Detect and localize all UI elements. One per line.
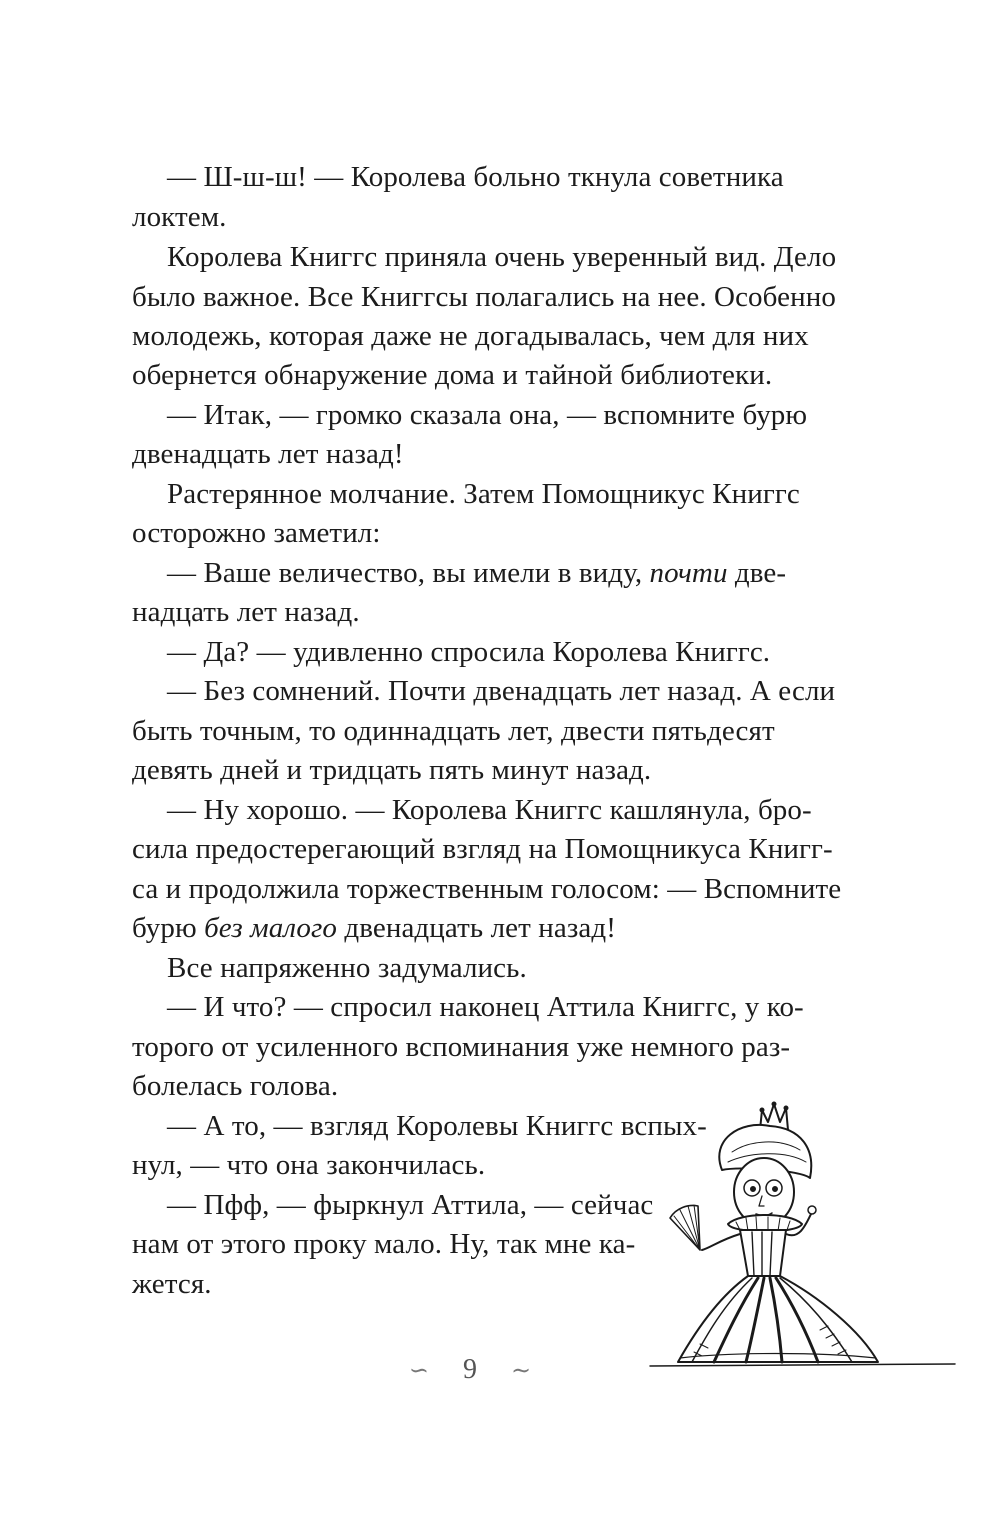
text-segment: две- [727, 557, 787, 589]
text-line: — Итак, — громко сказала она, — вспомните бурю [167, 399, 808, 431]
text-line: нул, — что она закончилась. [132, 1149, 486, 1181]
text-line: жется. [132, 1268, 212, 1300]
emphasized-text: без малого [204, 912, 338, 944]
text-line [167, 553, 786, 593]
text-line: са и продолжила торжественным голосом: — Вспомните [132, 873, 842, 905]
page-folio [0, 1350, 940, 1391]
text-line: обернется обнаружение дома и тайной библиотеки. [132, 359, 773, 391]
queen-illustration [640, 1100, 960, 1380]
text-line [132, 908, 616, 948]
text-line: молодежь, которая даже не догадывалась, чем для них [132, 320, 809, 352]
text-line: надцать лет назад. [132, 596, 360, 628]
text-line: двенадцать лет назад! [132, 438, 404, 470]
text-line: сила предостерегающий взгляд на Помощникуса Книгг- [132, 833, 833, 865]
page-number: 9 [463, 1354, 477, 1385]
emphasized-text: почти [649, 557, 728, 589]
text-line: девять дней и тридцать пять минут назад. [132, 754, 652, 786]
folio-ornament-right: ∼ [511, 1358, 532, 1384]
text-line: — Да? — удивленно спросила Королева Книггс. [167, 636, 771, 668]
text-line: быть точным, то одиннадцать лет, двести пятьдесят [132, 715, 775, 747]
text-line: Королева Книггс приняла очень уверенный вид. Дело [167, 241, 837, 273]
text-line: было важное. Все Книггсы полагались на нее. Особенно [132, 281, 836, 313]
text-segment: — Ваше величество, вы имели в виду, [167, 557, 650, 589]
text-line: локтем. [132, 201, 227, 233]
text-line: нам от этого проку мало. Ну, так мне ка- [132, 1228, 636, 1260]
text-line: — Ш-ш-ш! — Королева больно ткнула советника [167, 161, 784, 193]
text-line: торого от усиленного вспоминания уже немного раз- [132, 1031, 791, 1063]
text-line: Растерянное молчание. Затем Помощникус Книггс [167, 478, 800, 510]
text-line: осторожно заметил: [132, 517, 381, 549]
text-line: — И что? — спросил наконец Аттила Книггс, у ко- [167, 991, 804, 1023]
text-line: болелась голова. [132, 1070, 339, 1102]
text-line: — Без сомнений. Почти двенадцать лет назад. А если [167, 675, 836, 707]
text-line: — А то, — взгляд Королевы Книггс вспых- [167, 1110, 707, 1142]
text-line: — Пфф, — фыркнул Аттила, — сейчас [167, 1189, 654, 1221]
folio-ornament-left: ∽ [408, 1358, 429, 1384]
text-segment: двенадцать лет назад! [337, 912, 616, 944]
text-segment: бурю [132, 912, 205, 944]
text-line: Все напряженно задумались. [167, 952, 527, 984]
text-line: — Ну хорошо. — Королева Книггс кашлянула, бро- [167, 794, 812, 826]
